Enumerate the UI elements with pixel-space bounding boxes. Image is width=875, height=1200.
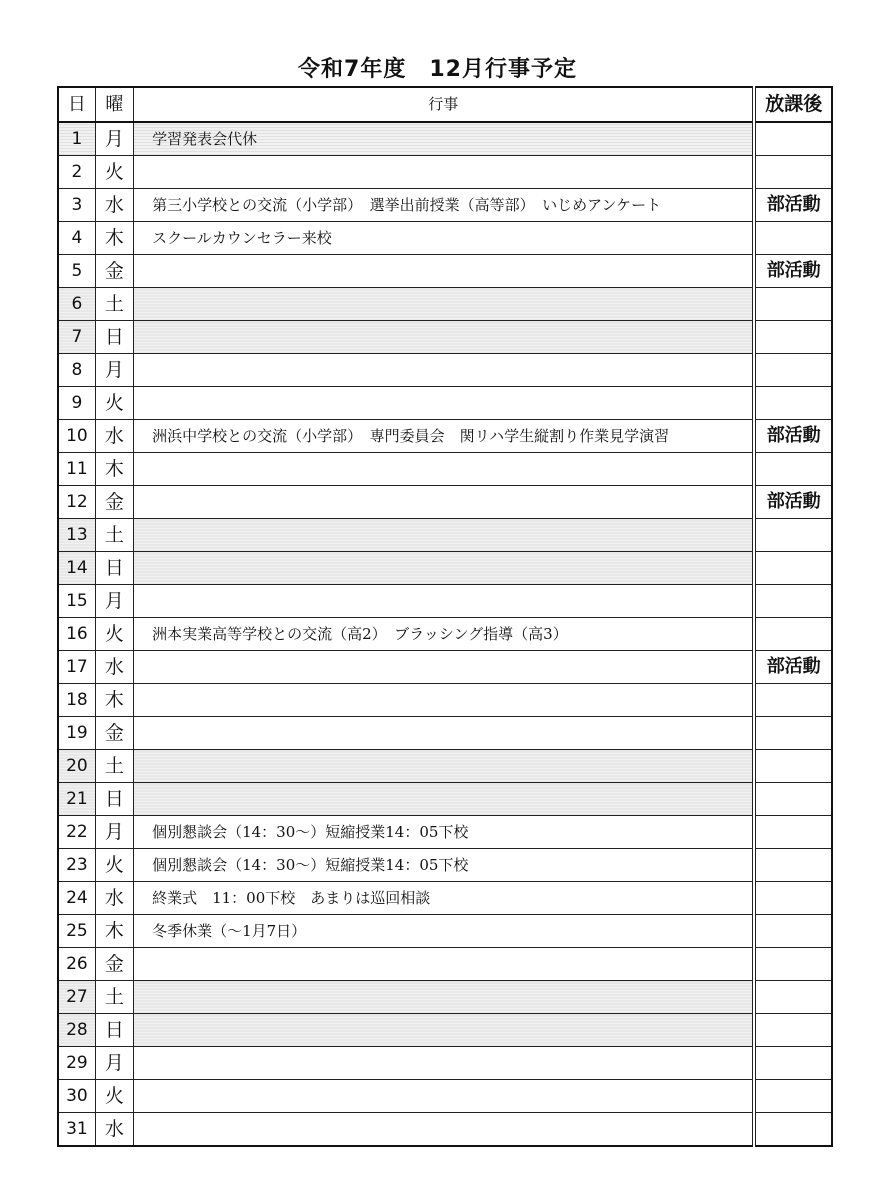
- schedule-row: [58, 915, 832, 948]
- event-cell: [134, 717, 755, 750]
- event-cell: [134, 486, 755, 519]
- weekday-cell: 日: [95, 552, 133, 585]
- after-school-cell: [754, 1080, 832, 1113]
- schedule-row: [58, 354, 832, 387]
- after-school-cell: [754, 222, 832, 255]
- schedule-row: [58, 948, 832, 981]
- event-cell: [134, 981, 755, 1014]
- after-school-cell: [754, 354, 832, 387]
- schedule-row: [58, 288, 832, 321]
- weekday-cell: 日: [95, 783, 133, 816]
- schedule-row: [58, 552, 832, 585]
- day-cell: 3: [58, 189, 95, 222]
- schedule-row: [58, 618, 832, 651]
- after-school-cell: [754, 750, 832, 783]
- weekday-cell: 金: [95, 717, 133, 750]
- event-cell: 洲本実業高等学校との交流（高2） ブラッシング指導（高3）: [134, 618, 755, 651]
- day-cell: 21: [58, 783, 95, 816]
- event-cell: [134, 1080, 755, 1113]
- day-cell: 4: [58, 222, 95, 255]
- weekday-cell: 木: [95, 453, 133, 486]
- schedule-row: [58, 1113, 832, 1147]
- after-school-cell: [754, 915, 832, 948]
- after-school-cell: [754, 684, 832, 717]
- event-cell: [134, 354, 755, 387]
- weekday-cell: 月: [95, 122, 133, 156]
- schedule-row: [58, 255, 832, 288]
- day-cell: 13: [58, 519, 95, 552]
- header-weekday: 曜: [95, 87, 133, 122]
- schedule-row: [58, 981, 832, 1014]
- weekday-cell: 土: [95, 519, 133, 552]
- event-cell: [134, 585, 755, 618]
- schedule-row: [58, 585, 832, 618]
- weekday-cell: 水: [95, 882, 133, 915]
- schedule-row: [58, 684, 832, 717]
- day-cell: 17: [58, 651, 95, 684]
- day-cell: 27: [58, 981, 95, 1014]
- event-cell: [134, 1113, 755, 1147]
- schedule-row: [58, 783, 832, 816]
- day-cell: 10: [58, 420, 95, 453]
- after-school-cell: [754, 849, 832, 882]
- after-school-cell: [754, 717, 832, 750]
- day-cell: 22: [58, 816, 95, 849]
- after-school-cell: [754, 783, 832, 816]
- day-cell: 12: [58, 486, 95, 519]
- day-cell: 5: [58, 255, 95, 288]
- weekday-cell: 土: [95, 288, 133, 321]
- schedule-row: [58, 122, 832, 156]
- weekday-cell: 月: [95, 816, 133, 849]
- weekday-cell: 火: [95, 156, 133, 189]
- after-school-cell: [754, 1113, 832, 1147]
- schedule-row: [58, 1014, 832, 1047]
- weekday-cell: 土: [95, 750, 133, 783]
- event-cell: [134, 1014, 755, 1047]
- day-cell: 30: [58, 1080, 95, 1113]
- schedule-row: [58, 717, 832, 750]
- schedule-rows: [58, 122, 832, 1146]
- weekday-cell: 月: [95, 585, 133, 618]
- after-school-cell: 部活動: [754, 255, 832, 288]
- weekday-cell: 月: [95, 354, 133, 387]
- after-school-cell: [754, 1014, 832, 1047]
- event-cell: [134, 156, 755, 189]
- day-cell: 9: [58, 387, 95, 420]
- after-school-cell: [754, 387, 832, 420]
- schedule-table: [57, 86, 833, 1147]
- event-cell: 個別懇談会（14：30～）短縮授業14：05下校: [134, 849, 755, 882]
- event-cell: [134, 552, 755, 585]
- weekday-cell: 月: [95, 1047, 133, 1080]
- day-cell: 11: [58, 453, 95, 486]
- weekday-cell: 木: [95, 684, 133, 717]
- event-cell: [134, 783, 755, 816]
- weekday-cell: 金: [95, 255, 133, 288]
- event-cell: [134, 387, 755, 420]
- after-school-cell: [754, 288, 832, 321]
- event-cell: スクールカウンセラー来校: [134, 222, 755, 255]
- after-school-cell: 部活動: [754, 189, 832, 222]
- event-cell: [134, 519, 755, 552]
- after-school-cell: [754, 882, 832, 915]
- after-school-cell: [754, 321, 832, 354]
- after-school-cell: [754, 519, 832, 552]
- after-school-cell: [754, 1047, 832, 1080]
- event-cell: 終業式 11：00下校 あまりは巡回相談: [134, 882, 755, 915]
- event-cell: [134, 948, 755, 981]
- weekday-cell: 金: [95, 486, 133, 519]
- header-events: 行事: [134, 87, 755, 122]
- schedule-row: [58, 387, 832, 420]
- day-cell: 25: [58, 915, 95, 948]
- day-cell: 24: [58, 882, 95, 915]
- event-cell: [134, 1047, 755, 1080]
- day-cell: 23: [58, 849, 95, 882]
- weekday-cell: 金: [95, 948, 133, 981]
- after-school-cell: 部活動: [754, 651, 832, 684]
- event-cell: [134, 321, 755, 354]
- weekday-cell: 日: [95, 1014, 133, 1047]
- weekday-cell: 木: [95, 222, 133, 255]
- day-cell: 1: [58, 122, 95, 156]
- event-cell: [134, 684, 755, 717]
- header-row: [58, 87, 832, 122]
- schedule-row: [58, 156, 832, 189]
- day-cell: 18: [58, 684, 95, 717]
- header-day: 日: [58, 87, 95, 122]
- event-cell: [134, 651, 755, 684]
- day-cell: 31: [58, 1113, 95, 1147]
- schedule-row: [58, 849, 832, 882]
- schedule-row: [58, 453, 832, 486]
- day-cell: 15: [58, 585, 95, 618]
- schedule-row: [58, 519, 832, 552]
- schedule-row: [58, 222, 832, 255]
- event-cell: [134, 288, 755, 321]
- event-cell: [134, 255, 755, 288]
- event-cell: 洲浜中学校との交流（小学部） 専門委員会 関リハ学生縦割り作業見学演習: [134, 420, 755, 453]
- event-cell: 冬季休業（～1月7日）: [134, 915, 755, 948]
- after-school-cell: [754, 981, 832, 1014]
- after-school-cell: [754, 552, 832, 585]
- schedule-row: [58, 420, 832, 453]
- after-school-cell: [754, 453, 832, 486]
- after-school-cell: [754, 122, 832, 156]
- day-cell: 29: [58, 1047, 95, 1080]
- schedule-row: [58, 189, 832, 222]
- weekday-cell: 水: [95, 420, 133, 453]
- weekday-cell: 火: [95, 618, 133, 651]
- day-cell: 28: [58, 1014, 95, 1047]
- weekday-cell: 土: [95, 981, 133, 1014]
- day-cell: 16: [58, 618, 95, 651]
- day-cell: 2: [58, 156, 95, 189]
- weekday-cell: 木: [95, 915, 133, 948]
- day-cell: 19: [58, 717, 95, 750]
- after-school-cell: 部活動: [754, 486, 832, 519]
- schedule-row: [58, 882, 832, 915]
- day-cell: 6: [58, 288, 95, 321]
- event-cell: 学習発表会代休: [134, 122, 755, 156]
- page-title: 令和7年度 12月行事予定: [298, 57, 577, 82]
- event-cell: 個別懇談会（14：30～）短縮授業14：05下校: [134, 816, 755, 849]
- weekday-cell: 火: [95, 387, 133, 420]
- weekday-cell: 火: [95, 1080, 133, 1113]
- schedule-row: [58, 1080, 832, 1113]
- after-school-cell: [754, 156, 832, 189]
- schedule-row: [58, 750, 832, 783]
- after-school-cell: 部活動: [754, 420, 832, 453]
- weekday-cell: 水: [95, 651, 133, 684]
- schedule-row: [58, 1047, 832, 1080]
- day-cell: 20: [58, 750, 95, 783]
- schedule-row: [58, 321, 832, 354]
- event-cell: 第三小学校との交流（小学部） 選挙出前授業（高等部） いじめアンケート: [134, 189, 755, 222]
- after-school-cell: [754, 585, 832, 618]
- schedule-row: [58, 486, 832, 519]
- schedule-row: [58, 651, 832, 684]
- weekday-cell: 火: [95, 849, 133, 882]
- event-cell: [134, 750, 755, 783]
- weekday-cell: 日: [95, 321, 133, 354]
- weekday-cell: 水: [95, 189, 133, 222]
- day-cell: 14: [58, 552, 95, 585]
- weekday-cell: 水: [95, 1113, 133, 1147]
- header-after-school: 放課後: [754, 87, 832, 122]
- after-school-cell: [754, 816, 832, 849]
- event-cell: [134, 453, 755, 486]
- day-cell: 26: [58, 948, 95, 981]
- day-cell: 7: [58, 321, 95, 354]
- schedule-row: [58, 816, 832, 849]
- after-school-cell: [754, 948, 832, 981]
- day-cell: 8: [58, 354, 95, 387]
- after-school-cell: [754, 618, 832, 651]
